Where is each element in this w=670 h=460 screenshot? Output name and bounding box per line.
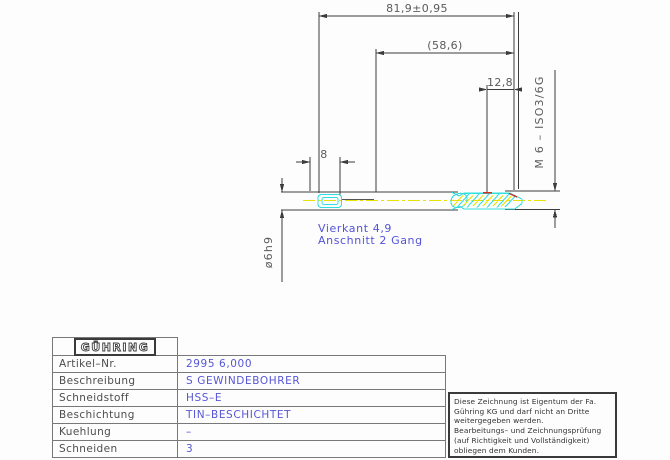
disclaimer-line: (auf Richtigkeit und Vollständigkeit) (454, 435, 590, 445)
row-value: – (186, 426, 192, 438)
note-lead: Anschnitt 2 Gang (318, 234, 423, 247)
dim-flute-length: (58,6) (427, 39, 463, 52)
row-value: TIN–BESCHICHTET (186, 409, 292, 421)
guehring-logo (74, 338, 156, 356)
disclaimer-line: Gühring KG und darf nicht an Dritte (454, 406, 590, 416)
row-value: S GEWINDEBOHRER (186, 375, 301, 387)
table-row (52, 440, 446, 458)
row-label: Schneidstoff (53, 390, 178, 406)
row-label: Beschichtung (53, 407, 178, 423)
row-value: 3 (186, 443, 194, 455)
table-row (52, 372, 446, 390)
note-square: Vierkant 4,9 (318, 222, 393, 235)
spec-table (52, 337, 446, 458)
disclaimer-line: Diese Zeichnung ist Eigentum der Fa. (454, 397, 597, 406)
row-value: 2995 6,000 (186, 358, 253, 370)
row-value: HSS–E (186, 392, 223, 404)
logo-row (52, 337, 178, 356)
dimension-arrows (280, 14, 557, 218)
dim-thread-length: 12,8 (486, 76, 514, 89)
dim-overall-length: 81,9±0,95 (386, 2, 448, 15)
row-label: Schneiden (53, 441, 178, 457)
row-label: Kuehlung (53, 424, 178, 440)
table-row (52, 389, 446, 407)
row-label: Artikel–Nr. (53, 356, 178, 372)
dim-thread-spec: M 6 – ISO3/6G (533, 75, 546, 169)
disclaimer-line: weitergegeben werden. (454, 416, 544, 426)
disclaimer-box (448, 392, 617, 458)
table-row (52, 406, 446, 424)
dim-square-length: 8 (320, 148, 328, 161)
table-row (52, 355, 446, 373)
chamfer-bottom (515, 204, 522, 209)
disclaimer-line: Bearbeitungs– und Zeichnungsprüfung (454, 426, 602, 436)
guehring-logo-text: GÜHRING (80, 340, 150, 354)
row-label: Beschreibung (53, 373, 178, 389)
table-row (52, 423, 446, 441)
dim-shank-diameter: ø6h9 (262, 235, 275, 269)
disclaimer-line: obliegen dem Kunden. (454, 445, 540, 455)
